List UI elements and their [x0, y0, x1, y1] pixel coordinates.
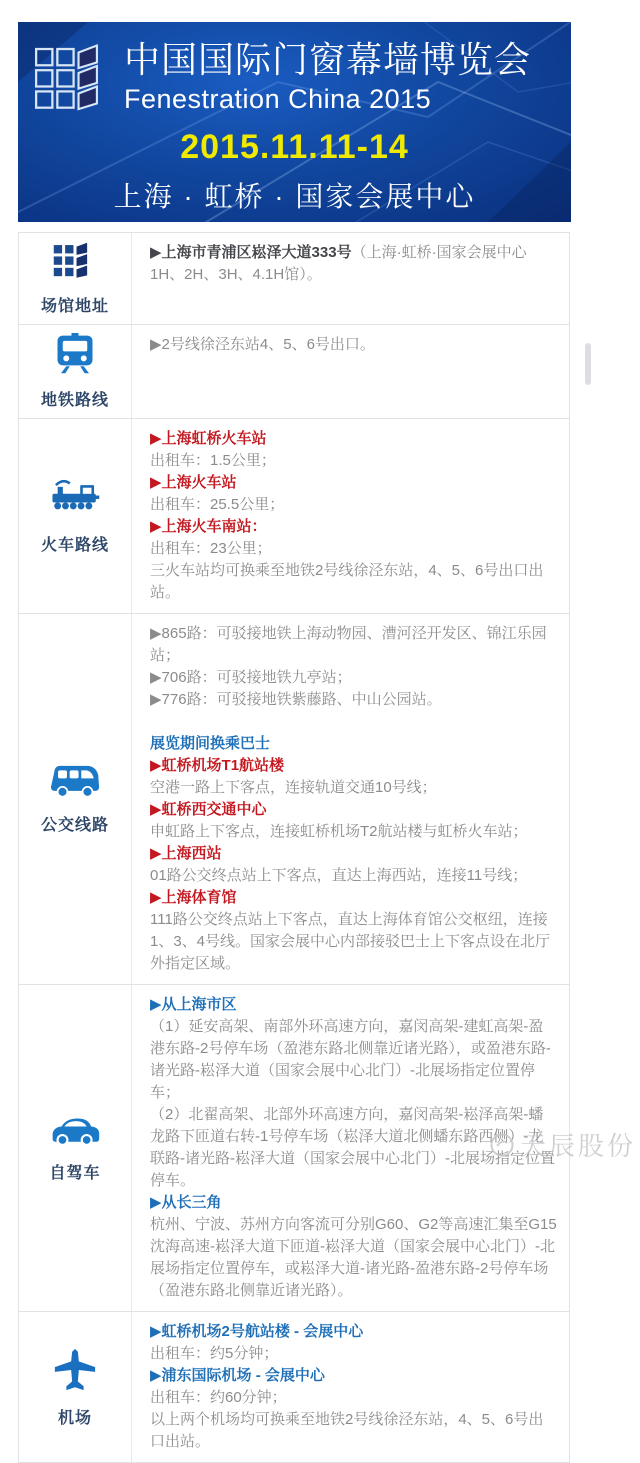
- info-line: 出租车：1.5公里；: [150, 452, 276, 469]
- table-row-self-driving: [19, 985, 569, 1312]
- row-content: [132, 985, 569, 1311]
- info-line: 杭州、宁波、苏州方向客流可分别G60、G2等高速汇集至G15沈海高速-崧泽大道下匝道-崧泽大道（国家会展中心北门）-北展场指定位置停车，或崧泽大道-诸光路-盈港东路-2号停车场（盈港东路北侧靠近诸光路）。: [150, 1216, 557, 1299]
- watermark-text: 天辰股份: [519, 1131, 636, 1161]
- info-line: ▶865路：可驳接地铁上海动物园、漕河泾开发区、锦江乐园站；: [150, 625, 547, 664]
- info-line: 出租车：约60分钟；: [150, 1389, 287, 1406]
- building-grid-icon: [53, 241, 97, 286]
- info-line: ▶浦东国际机场 - 会展中心: [150, 1367, 325, 1384]
- table-row-airport: [19, 1312, 569, 1463]
- row-icon-cell: [19, 985, 132, 1311]
- transport-info-table: [18, 232, 570, 1463]
- scrollbar-thumb[interactable]: [585, 343, 591, 385]
- event-title-en: Fenestration China 2015: [124, 83, 432, 114]
- table-row-train-route: [19, 419, 569, 614]
- row-icon-cell: [19, 325, 132, 418]
- row-label: 公交线路: [40, 816, 109, 834]
- info-line: ▶上海体育馆: [150, 889, 237, 906]
- info-line: ▶虹桥机场2号航站楼 - 会展中心: [150, 1323, 364, 1340]
- row-label: 场馆地址: [40, 298, 109, 315]
- row-label: 机场: [57, 1409, 92, 1427]
- table-row-bus-route: [19, 614, 569, 985]
- info-line: ▶虹桥西交通中心: [150, 801, 267, 818]
- row-content: [132, 233, 569, 324]
- spacer: [150, 711, 557, 733]
- row-icon-cell: [19, 419, 132, 613]
- table-row-venue-address: [19, 233, 569, 325]
- row-content: [132, 614, 569, 984]
- event-banner: [18, 22, 571, 222]
- info-line: （2）北翟高架、北部外环高速方向，嘉闵高架-崧泽高架-蟠龙路下匝道右转-1号停车场（崧泽大道北侧蟠东路西侧）-龙联路-诸光路-崧泽大道（国家会展中心北门）-北展场指定位置停车。: [150, 1106, 555, 1189]
- info-line: ▶776路：可驳接地铁紫藤路、中山公园站。: [150, 691, 442, 708]
- event-title-cn: 中国国际门窗幕墙博览会: [124, 39, 532, 80]
- info-line: ▶上海火车南站：: [150, 518, 267, 535]
- info-line: 展览期间换乘巴士: [150, 735, 271, 752]
- info-line: 以上两个机场均可换乘至地铁2号线徐泾东站，4、5、6号出口出站。: [150, 1411, 544, 1450]
- row-label: 地铁路线: [40, 392, 109, 409]
- bus-icon: [50, 764, 100, 805]
- info-line: ▶上海西站: [150, 845, 222, 862]
- row-icon-cell: [19, 1312, 132, 1462]
- table-row-metro-route: [19, 325, 569, 419]
- expo-logo-icon: [34, 42, 116, 114]
- info-line: [150, 242, 557, 286]
- info-line: ▶上海虹桥火车站: [150, 430, 267, 447]
- row-content: [132, 419, 569, 613]
- info-line: 01路公交终点站上下客点，直达上海西站，连接11号线；: [150, 867, 528, 884]
- car-icon: [49, 1114, 101, 1153]
- info-line: ▶706路：可驳接地铁九亭站；: [150, 669, 352, 686]
- info-line: （1）延安高架、南部外环高速方向，嘉闵高架-建虹高架-盈港东路-2号停车场（盈港东路北侧靠近诸光路），或盈港东路-诸光路-崧泽大道（国家会展中心北门）-北展场指定位置停车；: [150, 1018, 551, 1101]
- info-segment: （上海·虹桥·国家会展中心 1H、2H、3H、4.1H馆）。: [150, 244, 527, 283]
- row-label: 自驾车: [49, 1164, 101, 1182]
- row-label: 火车路线: [40, 536, 109, 554]
- info-line: ▶从长三角: [150, 1194, 222, 1211]
- info-line: ▶上海火车站: [150, 474, 237, 491]
- info-line: 111路公交终点站上下客点，直达上海体育馆公交枢纽，连接1、3、4号线。国家会展中心内部接驳巴士上下客点设在北厅外指定区域。: [150, 911, 551, 972]
- plane-icon: [52, 1347, 98, 1398]
- info-line: ▶2号线徐泾东站4、5、6号出口。: [150, 336, 375, 353]
- info-line: 三火车站均可换乘至地铁2号线徐泾东站，4、5、6号出口出站。: [150, 562, 544, 601]
- banner-header: [18, 22, 571, 114]
- row-icon-cell: [19, 233, 132, 324]
- event-dates: 2015.11.11-14: [180, 128, 409, 167]
- banner-titles: [124, 34, 531, 114]
- row-content: [132, 325, 569, 418]
- info-line: 出租车：25.5公里；: [150, 496, 285, 513]
- event-location: 上海 · 虹桥 · 国家会展中心: [113, 181, 476, 213]
- info-line: ▶从上海市区: [150, 996, 237, 1013]
- info-segment: ▶上海市青浦区崧泽大道333号: [150, 244, 352, 261]
- info-line: 申虹路上下客点，连接虹桥机场T2航站楼与虹桥火车站；: [150, 823, 528, 840]
- row-icon-cell: [19, 614, 132, 984]
- info-line: ▶虹桥机场T1航站楼: [150, 757, 285, 774]
- info-line: 空港一路上下客点，连接轨道交通10号线；: [150, 779, 437, 796]
- row-content: [132, 1312, 569, 1462]
- info-line: 出租车：23公里；: [150, 540, 272, 557]
- metro-icon: [54, 333, 96, 380]
- train-icon: [49, 478, 101, 525]
- info-line: 出租车：约5分钟；: [150, 1345, 279, 1362]
